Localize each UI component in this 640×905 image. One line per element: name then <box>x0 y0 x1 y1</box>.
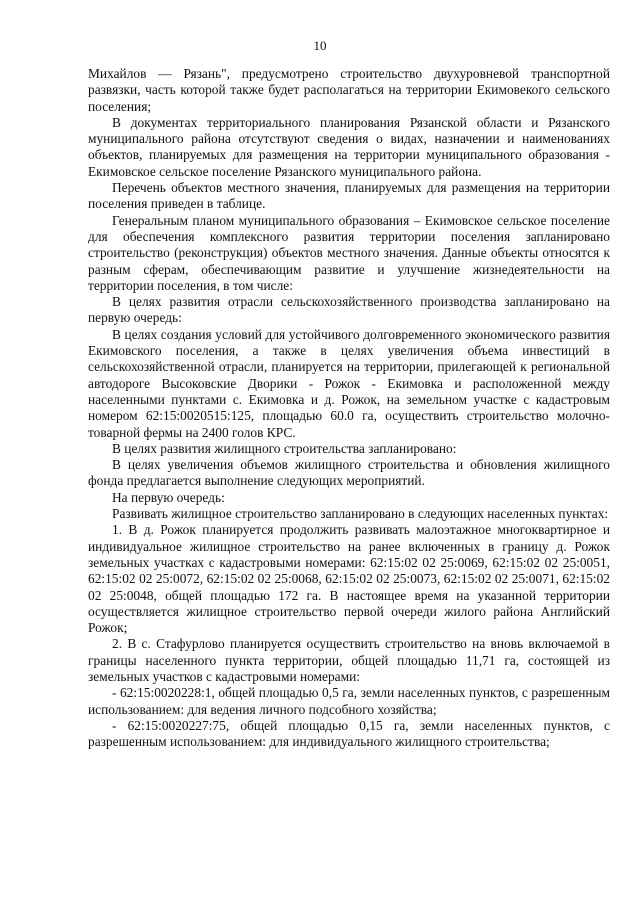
paragraph: В целях развития отрасли сельскохозяйственного производства запланировано на первую очередь: <box>88 294 610 326</box>
paragraph: В целях развития жилищного строительства запланировано: <box>112 440 457 456</box>
paragraph: Генеральным планом муниципального образования – Екимовское сельское поселение для обеспечения комплексного развития территории поселения запланировано строительство (реконструкция) объектов местного значения. Данные объекты относятся к разным сферам, обеспечивающим развитие и улучшение жизнедеятельности на территории поселения, в том числе: <box>88 212 610 293</box>
paragraph: В целях создания условий для устойчивого долговременного экономического развития Екимовского поселения, а также в целях увеличения объема инвестиций в сельскохозяйственной отрасли, планируется на территории, прилегающей к региональной автодороге Высоковские Дворики - Рожок - Екимовка и расположенной между населенными пунктами с. Екимовка и д. Рожок, на земельном участке с кадастровым номером 62:15:0020515:125, площадью 60.0 га, осуществить строительство молочно-товарной фермы на 2400 голов КРС. <box>88 326 610 440</box>
paragraph: В целях увеличения объемов жилищного строительства и обновления жилищного фонда предлагается выполнение следующих мероприятий. <box>88 457 610 489</box>
paragraph: 1. В д. Рожок планируется продолжить развивать малоэтажное многоквартирное и индивидуальное жилищное строительство на ранее включенных в границу д. Рожок земельных участках с кадастровыми номерами: 62:15:02 02 25:0069, 62:15:02 02 25:0051, 62:15:02 02 25:0072, 62:15:02 02 25:0068, 62:15:02 02 25:0073, 62:15:02 02 25:0071, 62:15:02 02 25:0048, общей площадью 172 га. В настоящее время на указанной территории осуществляется жилищное строительство первой очереди жилого района Английский Рожок; <box>88 522 610 636</box>
paragraph: В документах территориального планирования Рязанской области и Рязанского муниципального района отсутствуют сведения о видах, назначении и наименованиях объектов, планируемых для размещения на территории муниципального образования - Екимовское сельское поселение Рязанского муниципального района. <box>88 114 610 179</box>
document-body <box>88 66 610 750</box>
paragraph: Перечень объектов местного значения, планируемых для размещения на территории поселения приведен в таблице. <box>88 180 610 212</box>
paragraph: Развивать жилищное строительство запланировано в следующих населенных пунктах: <box>112 506 609 522</box>
paragraph: На первую очередь: <box>112 489 225 505</box>
paragraph: - 62:15:0020228:1, общей площадью 0,5 га, земли населенных пунктов, с разрешенным использованием: для ведения личного подсобного хозяйства; <box>88 685 610 717</box>
paragraph: Михайлов — Рязань", предусмотрено строительство двухуровневой транспортной развязки, часть которой также будет располагаться на территории Екимовекого сельского поселения; <box>88 66 610 114</box>
paragraph: 2. В с. Стафурлово планируется осуществить строительство на вновь включаемой в границы населенного пункта территории, общей площадью 11,71 га, состоящей из земельных участков с кадастровыми номерами: <box>88 636 610 684</box>
paragraph: - 62:15:0020227:75, общей площадью 0,15 га, земли населенных пунктов, с разрешенным использованием: для индивидуального жилищного строительства; <box>88 717 610 750</box>
page-number: 10 <box>313 38 327 53</box>
